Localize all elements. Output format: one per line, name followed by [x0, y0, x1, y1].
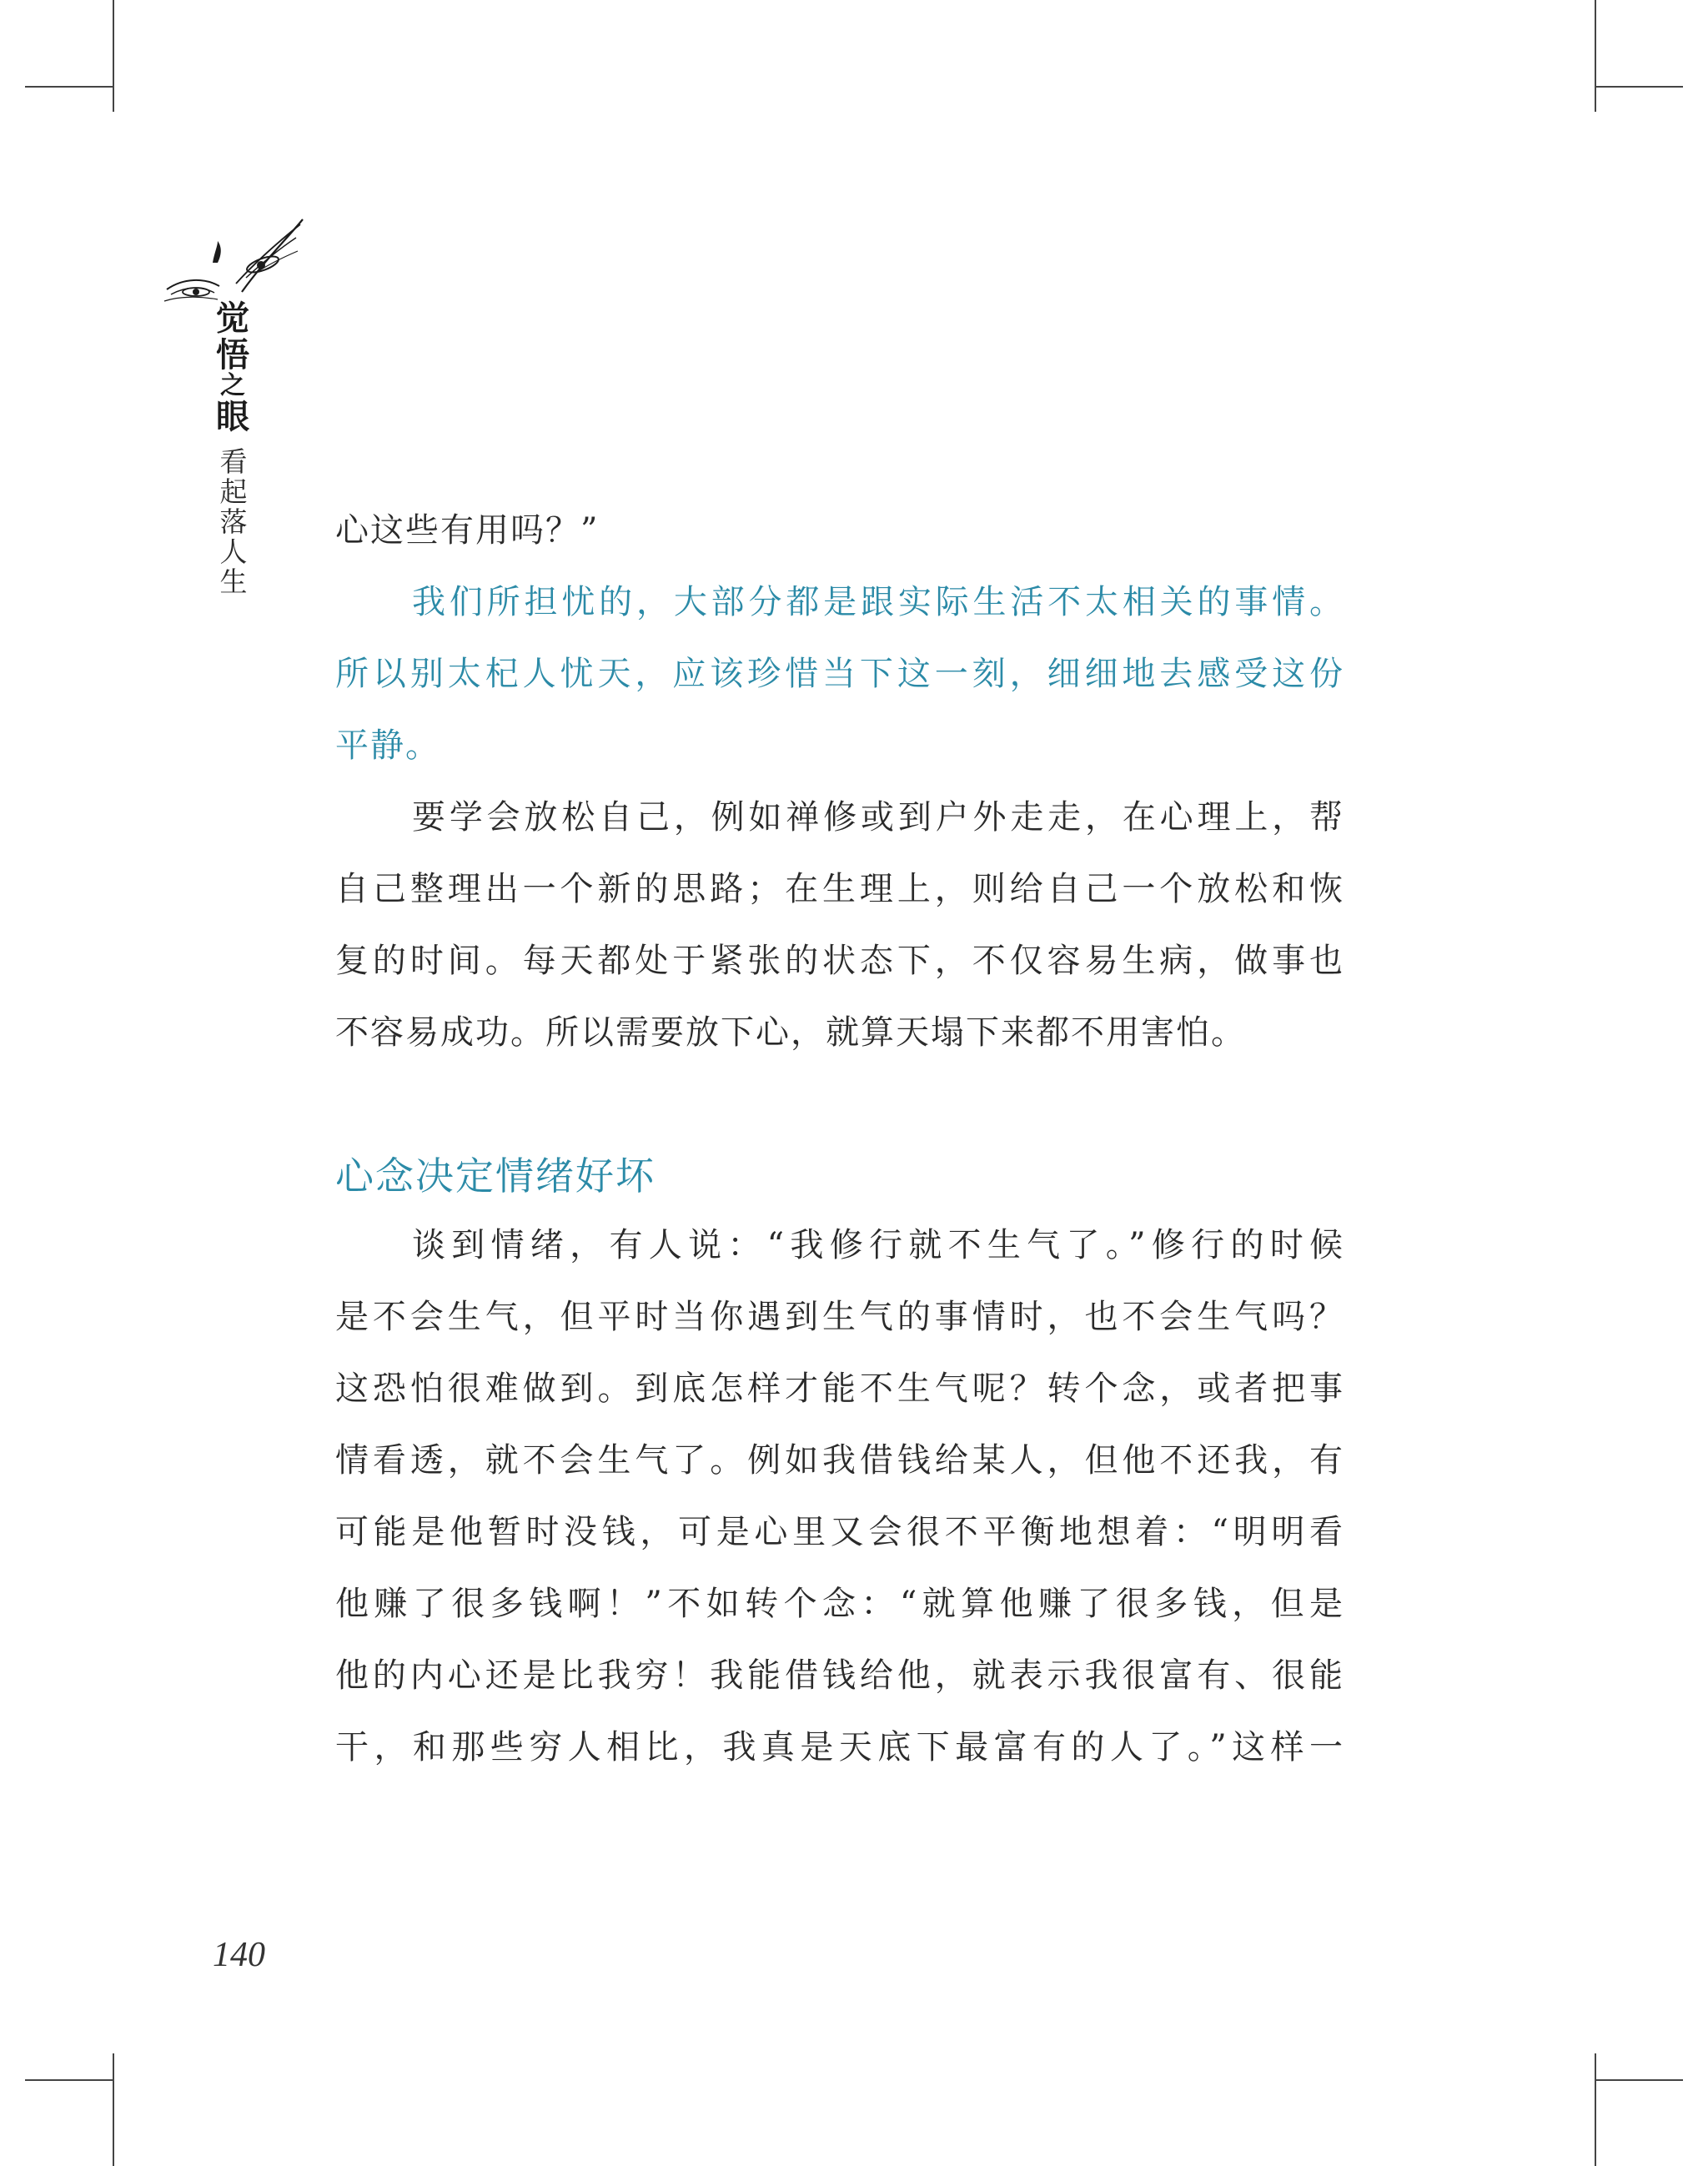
book-title-char: 悟: [216, 336, 249, 374]
paragraph-line: 复的时间。每天都处于紧张的状态下，不仅容易生病，做事也: [335, 942, 1344, 980]
crop-mark-bottom-left-v: [113, 2053, 114, 2166]
book-title-char: 眼: [216, 398, 249, 436]
paragraph-line: 不容易成功。所以需要放下心，就算天塌下来都不用害怕。: [335, 1013, 1246, 1052]
book-subtitle-char: 看: [219, 445, 248, 478]
book-title-char: 之: [220, 371, 245, 400]
eyes-logo-icon: [163, 213, 304, 304]
book-subtitle-char: 起: [219, 475, 248, 508]
book-subtitle-vertical: [219, 447, 249, 597]
paragraph-line: 干，和那些穷人相比，我真是天底下最富有的人了。”这样一: [335, 1728, 1344, 1766]
book-title-char: 觉: [216, 299, 249, 338]
paragraph-line: 他的内心还是比我穷！我能借钱给他，就表示我很富有、很能: [335, 1656, 1344, 1695]
paragraph-line: 是不会生气，但平时当你遇到生气的事情时，也不会生气吗？: [335, 1298, 1344, 1336]
book-subtitle-char: 生: [219, 565, 248, 598]
highlight-paragraph-line: 我们所担忧的，大部分都是跟实际生活不太相关的事情。: [412, 583, 1344, 621]
crop-mark-bottom-left-h: [25, 2079, 113, 2081]
paragraph-line: 自己整理出一个新的思路；在生理上，则给自己一个放松和恢: [335, 870, 1344, 908]
book-title-vertical: [213, 300, 253, 435]
highlight-paragraph-line: 平静。: [335, 726, 440, 765]
paragraph-line: 可能是他暂时没钱，可是心里又会很不平衡地想着：“明明看: [335, 1513, 1344, 1551]
paragraph-line: 要学会放松自己，例如禅修或到户外走走，在心理上，帮: [412, 798, 1344, 837]
book-subtitle-char: 落: [219, 505, 248, 538]
paragraph-line: 他赚了很多钱啊！”不如转个念：“就算他赚了很多钱，但是: [335, 1585, 1344, 1623]
section-heading: 心念决定情绪好坏: [335, 1153, 656, 1199]
highlight-paragraph-line: 所以别太杞人忧天，应该珍惜当下这一刻，细细地去感受这份: [335, 655, 1344, 693]
paragraph-line: 心这些有用吗？”: [335, 511, 600, 550]
book-subtitle-char: 人: [219, 535, 248, 568]
page-number: 140: [213, 1936, 265, 1974]
crop-mark-top-right-h: [1595, 86, 1683, 88]
crop-mark-top-right-v: [1595, 0, 1596, 112]
crop-mark-top-left-v: [113, 0, 114, 112]
paragraph-line: 这恐怕很难做到。到底怎样才能不生气呢？转个念，或者把事: [335, 1369, 1344, 1408]
body-text-lower: [335, 1209, 1344, 1783]
paragraph-line: 情看透，就不会生气了。例如我借钱给某人，但他不还我，有: [335, 1441, 1344, 1480]
crop-mark-bottom-right-h: [1595, 2079, 1683, 2081]
crop-mark-top-left-h: [25, 86, 113, 88]
crop-mark-bottom-right-v: [1595, 2053, 1596, 2166]
paragraph-line: 谈到情绪，有人说：“我修行就不生气了。”修行的时候: [412, 1226, 1344, 1264]
body-text-upper: [335, 495, 1344, 1068]
